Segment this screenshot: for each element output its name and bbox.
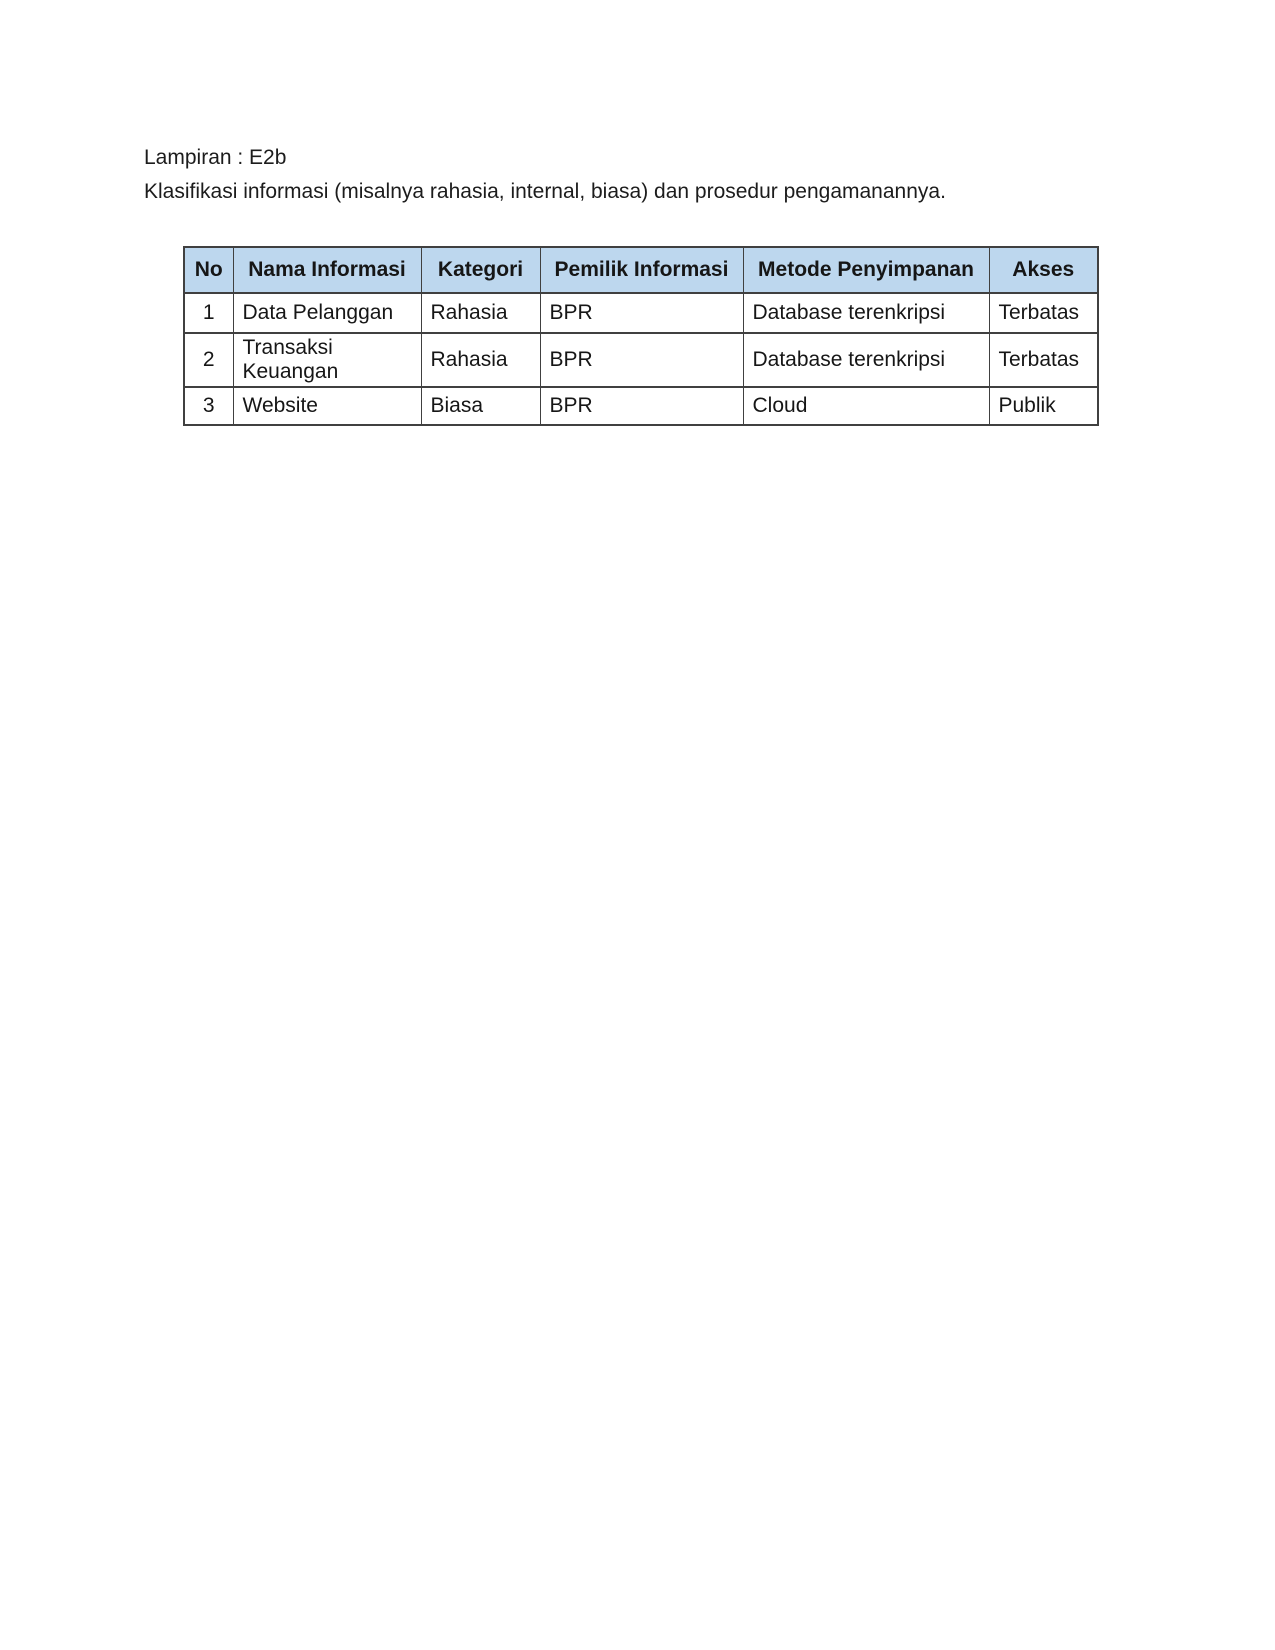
cell-no: 1: [184, 293, 233, 333]
appendix-description: Klasifikasi informasi (misalnya rahasia, internal, biasa) dan prosedur pengamanannya.: [144, 180, 946, 203]
cell-akses: Publik: [989, 387, 1098, 425]
appendix-heading: [144, 141, 946, 209]
cell-akses: Terbatas: [989, 333, 1098, 387]
cell-akses: Terbatas: [989, 293, 1098, 333]
cell-metode-penyimpanan: Cloud: [743, 387, 989, 425]
table-row: [184, 293, 1098, 333]
cell-pemilik-informasi: BPR: [540, 333, 743, 387]
column-header-metode-penyimpanan: Metode Penyimpanan: [743, 247, 989, 293]
column-header-pemilik-informasi: Pemilik Informasi: [540, 247, 743, 293]
table-row: [184, 387, 1098, 425]
information-classification-table: [183, 246, 1099, 426]
column-header-kategori: Kategori: [421, 247, 540, 293]
cell-pemilik-informasi: BPR: [540, 387, 743, 425]
cell-metode-penyimpanan: Database terenkripsi: [743, 293, 989, 333]
cell-kategori: Biasa: [421, 387, 540, 425]
column-header-akses: Akses: [989, 247, 1098, 293]
cell-kategori: Rahasia: [421, 333, 540, 387]
table-row: [184, 333, 1098, 387]
cell-nama-informasi: Transaksi Keuangan: [233, 333, 421, 387]
cell-nama-informasi: Website: [233, 387, 421, 425]
cell-metode-penyimpanan: Database terenkripsi: [743, 333, 989, 387]
table-header-row: [184, 247, 1098, 293]
column-header-no: No: [184, 247, 233, 293]
cell-no: 3: [184, 387, 233, 425]
cell-nama-informasi: Data Pelanggan: [233, 293, 421, 333]
appendix-label: Lampiran : E2b: [144, 146, 287, 169]
cell-pemilik-informasi: BPR: [540, 293, 743, 333]
column-header-nama-informasi: Nama Informasi: [233, 247, 421, 293]
cell-no: 2: [184, 333, 233, 387]
cell-kategori: Rahasia: [421, 293, 540, 333]
